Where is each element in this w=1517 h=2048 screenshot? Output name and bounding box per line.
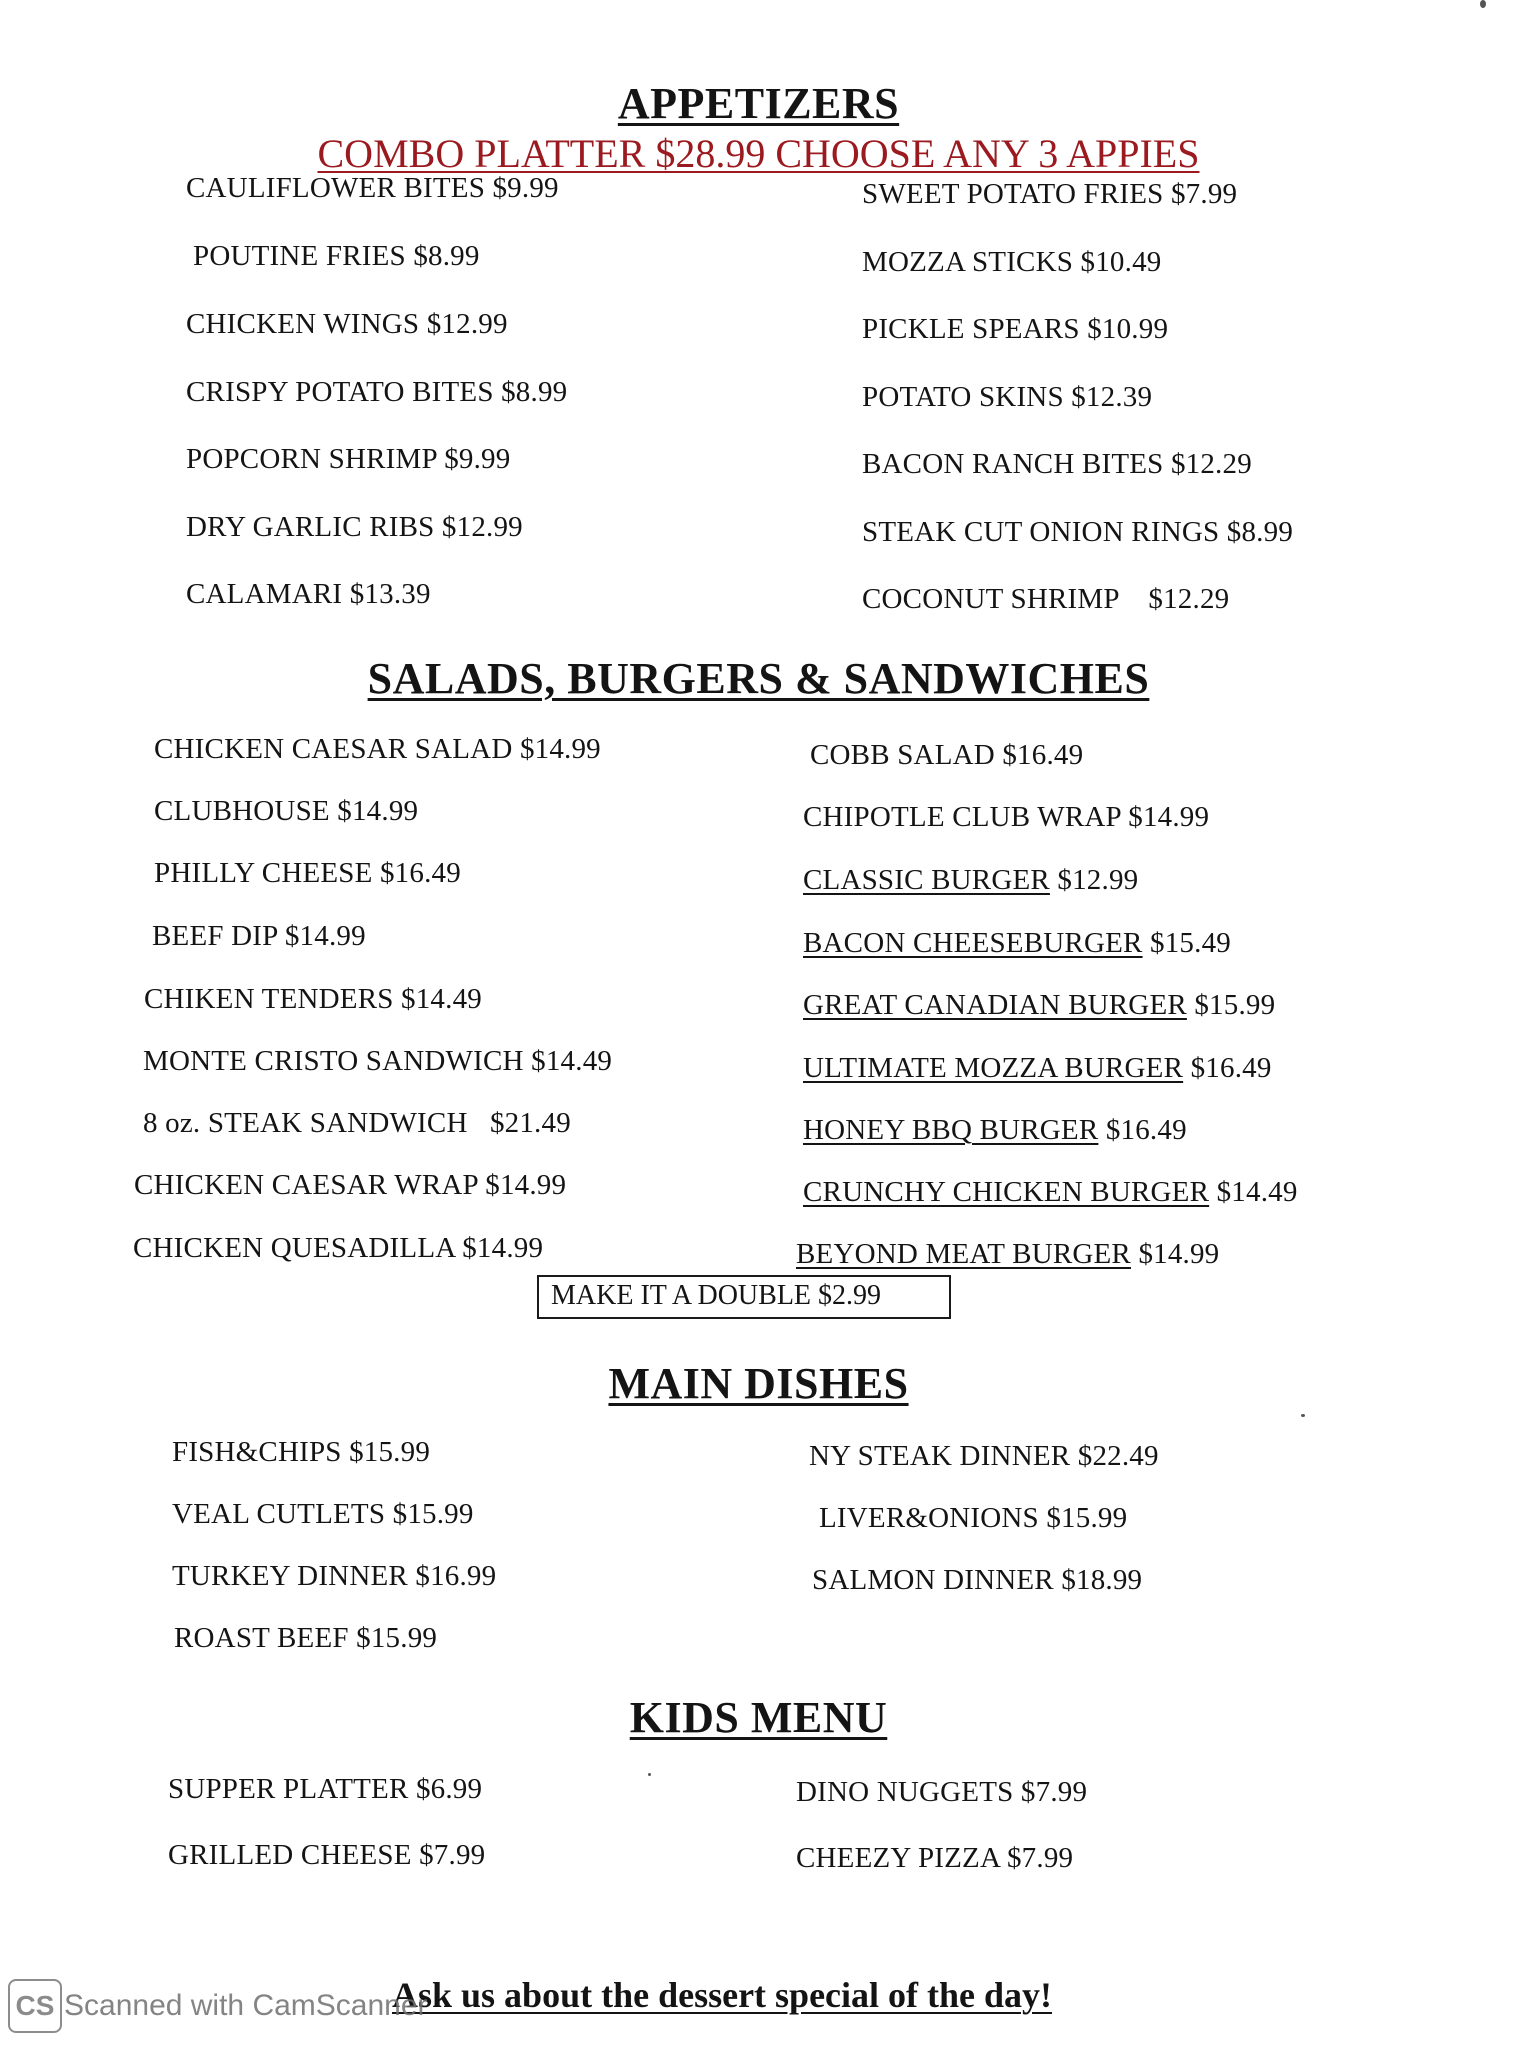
scan-speck [648, 1773, 651, 1776]
menu-item: NY STEAK DINNER $22.49 [809, 1440, 1159, 1472]
menu-item: COCONUT SHRIMP $12.29 [862, 583, 1230, 615]
menu-item: HONEY BBQ BURGER $16.49 [803, 1114, 1187, 1146]
menu-item: DRY GARLIC RIBS $12.99 [186, 511, 523, 543]
menu-item: LIVER&ONIONS $15.99 [819, 1502, 1128, 1534]
menu-item: 8 oz. STEAK SANDWICH $21.49 [143, 1107, 571, 1139]
menu-item: BACON RANCH BITES $12.29 [862, 448, 1252, 480]
menu-item: VEAL CUTLETS $15.99 [172, 1498, 474, 1530]
menu-item: STEAK CUT ONION RINGS $8.99 [862, 516, 1294, 548]
menu-item: POTATO SKINS $12.39 [862, 381, 1153, 413]
menu-item: CHEEZY PIZZA $7.99 [796, 1842, 1074, 1874]
menu-item: SUPPER PLATTER $6.99 [168, 1773, 483, 1805]
menu-item: GREAT CANADIAN BURGER $15.99 [803, 989, 1276, 1021]
kids-menu-heading: KIDS MENU [629, 1693, 888, 1742]
menu-item: CHICKEN QUESADILLA $14.99 [133, 1232, 544, 1264]
menu-item: MOZZA STICKS $10.49 [862, 246, 1162, 278]
menu-item: PHILLY CHEESE $16.49 [154, 857, 461, 889]
scan-speck [1301, 1414, 1305, 1417]
menu-item: MONTE CRISTO SANDWICH $14.49 [143, 1045, 613, 1077]
menu-item: CRUNCHY CHICKEN BURGER $14.49 [803, 1176, 1298, 1208]
menu-item: ROAST BEEF $15.99 [174, 1622, 438, 1654]
menu-item: CHIKEN TENDERS $14.49 [144, 983, 482, 1015]
menu-item: SWEET POTATO FRIES $7.99 [862, 178, 1238, 210]
menu-item: POUTINE FRIES $8.99 [193, 240, 480, 272]
menu-item: BEYOND MEAT BURGER $14.99 [796, 1238, 1220, 1270]
scan-speck [1480, 0, 1486, 8]
menu-item: GRILLED CHEESE $7.99 [168, 1839, 486, 1871]
watermark-text: Scanned with CamScanner [64, 1989, 428, 2022]
menu-item: TURKEY DINNER $16.99 [172, 1560, 497, 1592]
menu-item: BACON CHEESEBURGER $15.49 [803, 927, 1231, 959]
menu-item: CRISPY POTATO BITES $8.99 [186, 376, 568, 408]
menu-item: PICKLE SPEARS $10.99 [862, 313, 1169, 345]
make-it-double-note: MAKE IT A DOUBLE $2.99 [537, 1275, 951, 1319]
menu-item: BEEF DIP $14.99 [152, 920, 366, 952]
camscanner-logo-icon: CS [8, 1979, 62, 2033]
menu-item: CLUBHOUSE $14.99 [154, 795, 419, 827]
menu-item: ULTIMATE MOZZA BURGER $16.49 [803, 1052, 1272, 1084]
combo-platter-note: COMBO PLATTER $28.99 CHOOSE ANY 3 APPIES [317, 131, 1200, 176]
menu-item: DINO NUGGETS $7.99 [796, 1776, 1088, 1808]
camscanner-watermark [8, 1978, 428, 2034]
menu-item: CHICKEN WINGS $12.99 [186, 308, 508, 340]
menu-item: CLASSIC BURGER $12.99 [803, 864, 1139, 896]
menu-item: CHICKEN CAESAR SALAD $14.99 [154, 733, 601, 765]
dessert-special-note: Ask us about the dessert special of the day! [392, 1975, 1053, 2015]
menu-item: CHIPOTLE CLUB WRAP $14.99 [803, 801, 1210, 833]
menu-item: CALAMARI $13.39 [186, 578, 431, 610]
menu-item: COBB SALAD $16.49 [810, 739, 1084, 771]
salads-heading: SALADS, BURGERS & SANDWICHES [367, 654, 1150, 703]
menu-item: FISH&CHIPS $15.99 [172, 1436, 431, 1468]
menu-item: CAULIFLOWER BITES $9.99 [186, 172, 559, 204]
main-dishes-heading: MAIN DISHES [608, 1359, 909, 1408]
menu-item: POPCORN SHRIMP $9.99 [186, 443, 511, 475]
appetizers-heading: APPETIZERS [617, 79, 900, 128]
menu-item: CHICKEN CAESAR WRAP $14.99 [134, 1169, 567, 1201]
menu-item: SALMON DINNER $18.99 [812, 1564, 1143, 1596]
